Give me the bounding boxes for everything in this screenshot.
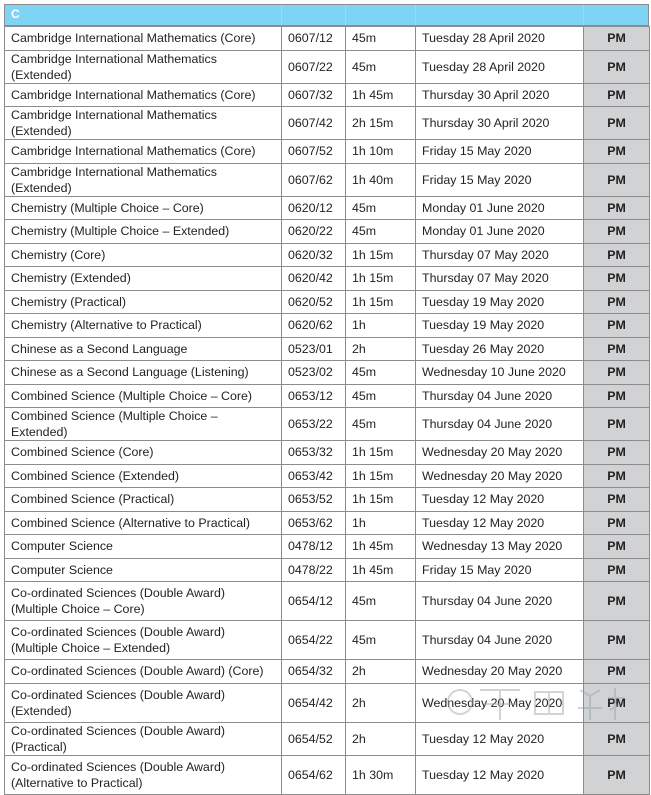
- subject-cell: Co-ordinated Sciences (Double Award) (Multiple Choice – Extended): [5, 621, 282, 660]
- session-cell: PM: [584, 755, 650, 794]
- table-row: [5, 107, 650, 140]
- code-cell: 0654/42: [282, 683, 346, 722]
- table-row: [5, 408, 650, 441]
- duration-cell: 1h 45m: [346, 558, 416, 582]
- duration-cell: 45m: [346, 384, 416, 408]
- subject-cell: Computer Science: [5, 558, 282, 582]
- duration-cell: 1h 40m: [346, 163, 416, 196]
- date-cell: Tuesday 12 May 2020: [416, 511, 584, 535]
- table-row: [5, 243, 650, 267]
- subject-cell: Co-ordinated Sciences (Double Award) (Practical): [5, 722, 282, 755]
- header-divider: [583, 5, 584, 25]
- session-cell: PM: [584, 660, 650, 684]
- session-cell: PM: [584, 27, 650, 51]
- date-cell: Thursday 04 June 2020: [416, 408, 584, 441]
- date-cell: Thursday 04 June 2020: [416, 384, 584, 408]
- code-cell: 0654/32: [282, 660, 346, 684]
- session-cell: PM: [584, 361, 650, 385]
- duration-cell: 1h 45m: [346, 535, 416, 559]
- code-cell: 0654/52: [282, 722, 346, 755]
- subject-cell: Co-ordinated Sciences (Double Award) (Multiple Choice – Core): [5, 582, 282, 621]
- date-cell: Tuesday 19 May 2020: [416, 290, 584, 314]
- duration-cell: 45m: [346, 50, 416, 83]
- duration-cell: 2h: [346, 683, 416, 722]
- session-cell: PM: [584, 558, 650, 582]
- table-row: [5, 464, 650, 488]
- duration-cell: 1h 30m: [346, 755, 416, 794]
- subject-cell: Cambridge International Mathematics (Core): [5, 27, 282, 51]
- session-cell: PM: [584, 220, 650, 244]
- subject-cell: Cambridge International Mathematics (Core): [5, 83, 282, 107]
- table-row: [5, 83, 650, 107]
- subject-cell: Co-ordinated Sciences (Double Award) (Core): [5, 660, 282, 684]
- duration-cell: 45m: [346, 408, 416, 441]
- exam-timetable: [4, 26, 650, 795]
- table-row: [5, 582, 650, 621]
- code-cell: 0653/52: [282, 488, 346, 512]
- duration-cell: 1h 15m: [346, 464, 416, 488]
- table-row: [5, 535, 650, 559]
- session-cell: PM: [584, 314, 650, 338]
- session-cell: PM: [584, 488, 650, 512]
- date-cell: Tuesday 26 May 2020: [416, 337, 584, 361]
- header-divider: [415, 5, 416, 25]
- session-cell: PM: [584, 722, 650, 755]
- table-row: [5, 384, 650, 408]
- code-cell: 0653/62: [282, 511, 346, 535]
- subject-cell: Cambridge International Mathematics (Extended): [5, 50, 282, 83]
- duration-cell: 2h: [346, 722, 416, 755]
- duration-cell: 45m: [346, 220, 416, 244]
- subject-cell: Combined Science (Practical): [5, 488, 282, 512]
- code-cell: 0654/12: [282, 582, 346, 621]
- duration-cell: 45m: [346, 621, 416, 660]
- table-row: [5, 220, 650, 244]
- date-cell: Tuesday 19 May 2020: [416, 314, 584, 338]
- table-row: [5, 683, 650, 722]
- duration-cell: 1h 15m: [346, 441, 416, 465]
- duration-cell: 1h: [346, 511, 416, 535]
- duration-cell: 45m: [346, 196, 416, 220]
- subject-cell: Chemistry (Multiple Choice – Core): [5, 196, 282, 220]
- duration-cell: 1h 45m: [346, 83, 416, 107]
- table-row: [5, 755, 650, 794]
- session-cell: PM: [584, 511, 650, 535]
- code-cell: 0607/12: [282, 27, 346, 51]
- subject-cell: Chinese as a Second Language: [5, 337, 282, 361]
- date-cell: Monday 01 June 2020: [416, 196, 584, 220]
- duration-cell: 1h 15m: [346, 290, 416, 314]
- session-cell: PM: [584, 290, 650, 314]
- date-cell: Monday 01 June 2020: [416, 220, 584, 244]
- date-cell: Wednesday 20 May 2020: [416, 441, 584, 465]
- subject-cell: Chinese as a Second Language (Listening): [5, 361, 282, 385]
- table-row: [5, 27, 650, 51]
- subject-cell: Combined Science (Multiple Choice – Core): [5, 384, 282, 408]
- duration-cell: 2h: [346, 337, 416, 361]
- table-row: [5, 290, 650, 314]
- duration-cell: 1h 15m: [346, 488, 416, 512]
- session-cell: PM: [584, 140, 650, 164]
- subject-cell: Chemistry (Alternative to Practical): [5, 314, 282, 338]
- session-cell: PM: [584, 107, 650, 140]
- subject-cell: Chemistry (Practical): [5, 290, 282, 314]
- table-row: [5, 660, 650, 684]
- code-cell: 0523/02: [282, 361, 346, 385]
- table-row: [5, 361, 650, 385]
- table-row: [5, 267, 650, 291]
- table-row: [5, 441, 650, 465]
- subject-cell: Cambridge International Mathematics (Extended): [5, 163, 282, 196]
- date-cell: Thursday 30 April 2020: [416, 107, 584, 140]
- session-cell: PM: [584, 267, 650, 291]
- table-row: [5, 488, 650, 512]
- date-cell: Tuesday 12 May 2020: [416, 488, 584, 512]
- subject-cell: Chemistry (Core): [5, 243, 282, 267]
- session-cell: PM: [584, 441, 650, 465]
- code-cell: 0607/42: [282, 107, 346, 140]
- session-cell: PM: [584, 621, 650, 660]
- session-cell: PM: [584, 464, 650, 488]
- header-divider: [281, 5, 282, 25]
- session-cell: PM: [584, 408, 650, 441]
- table-row: [5, 196, 650, 220]
- duration-cell: 1h: [346, 314, 416, 338]
- table-row: [5, 558, 650, 582]
- duration-cell: 45m: [346, 361, 416, 385]
- date-cell: Thursday 30 April 2020: [416, 83, 584, 107]
- table-row: [5, 511, 650, 535]
- code-cell: 0607/22: [282, 50, 346, 83]
- date-cell: Wednesday 13 May 2020: [416, 535, 584, 559]
- header-divider: [345, 5, 346, 25]
- session-cell: PM: [584, 243, 650, 267]
- duration-cell: 2h 15m: [346, 107, 416, 140]
- duration-cell: 1h 15m: [346, 267, 416, 291]
- subject-cell: Co-ordinated Sciences (Double Award) (Extended): [5, 683, 282, 722]
- session-cell: PM: [584, 535, 650, 559]
- session-cell: PM: [584, 683, 650, 722]
- subject-cell: Chemistry (Multiple Choice – Extended): [5, 220, 282, 244]
- code-cell: 0653/12: [282, 384, 346, 408]
- subject-cell: Co-ordinated Sciences (Double Award) (Alternative to Practical): [5, 755, 282, 794]
- date-cell: Wednesday 20 May 2020: [416, 683, 584, 722]
- subject-cell: Cambridge International Mathematics (Extended): [5, 107, 282, 140]
- subject-cell: Computer Science: [5, 535, 282, 559]
- session-cell: PM: [584, 337, 650, 361]
- table-row: [5, 140, 650, 164]
- duration-cell: 1h 15m: [346, 243, 416, 267]
- duration-cell: 1h 10m: [346, 140, 416, 164]
- subject-cell: Combined Science (Core): [5, 441, 282, 465]
- code-cell: 0607/52: [282, 140, 346, 164]
- code-cell: 0607/32: [282, 83, 346, 107]
- subject-cell: Combined Science (Multiple Choice – Extended): [5, 408, 282, 441]
- date-cell: Thursday 04 June 2020: [416, 582, 584, 621]
- session-cell: PM: [584, 83, 650, 107]
- section-letter: C: [11, 7, 20, 21]
- code-cell: 0653/32: [282, 441, 346, 465]
- table-row: [5, 337, 650, 361]
- date-cell: Tuesday 12 May 2020: [416, 755, 584, 794]
- code-cell: 0478/22: [282, 558, 346, 582]
- date-cell: Tuesday 12 May 2020: [416, 722, 584, 755]
- timetable-sheet: [4, 4, 649, 795]
- code-cell: 0654/22: [282, 621, 346, 660]
- date-cell: Wednesday 10 June 2020: [416, 361, 584, 385]
- code-cell: 0620/22: [282, 220, 346, 244]
- duration-cell: 2h: [346, 660, 416, 684]
- code-cell: 0523/01: [282, 337, 346, 361]
- date-cell: Wednesday 20 May 2020: [416, 464, 584, 488]
- date-cell: Tuesday 28 April 2020: [416, 27, 584, 51]
- subject-cell: Combined Science (Alternative to Practical): [5, 511, 282, 535]
- code-cell: 0653/42: [282, 464, 346, 488]
- session-cell: PM: [584, 384, 650, 408]
- subject-cell: Cambridge International Mathematics (Core): [5, 140, 282, 164]
- date-cell: Tuesday 28 April 2020: [416, 50, 584, 83]
- duration-cell: 45m: [346, 27, 416, 51]
- code-cell: 0620/52: [282, 290, 346, 314]
- code-cell: 0653/22: [282, 408, 346, 441]
- session-cell: PM: [584, 196, 650, 220]
- date-cell: Wednesday 20 May 2020: [416, 660, 584, 684]
- session-cell: PM: [584, 582, 650, 621]
- duration-cell: 45m: [346, 582, 416, 621]
- date-cell: Friday 15 May 2020: [416, 140, 584, 164]
- table-row: [5, 722, 650, 755]
- date-cell: Friday 15 May 2020: [416, 558, 584, 582]
- table-row: [5, 314, 650, 338]
- code-cell: 0620/12: [282, 196, 346, 220]
- session-cell: PM: [584, 163, 650, 196]
- date-cell: Thursday 04 June 2020: [416, 621, 584, 660]
- code-cell: 0654/62: [282, 755, 346, 794]
- session-cell: PM: [584, 50, 650, 83]
- code-cell: 0620/32: [282, 243, 346, 267]
- subject-cell: Chemistry (Extended): [5, 267, 282, 291]
- table-row: [5, 163, 650, 196]
- date-cell: Thursday 07 May 2020: [416, 243, 584, 267]
- code-cell: 0607/62: [282, 163, 346, 196]
- subject-cell: Combined Science (Extended): [5, 464, 282, 488]
- date-cell: Friday 15 May 2020: [416, 163, 584, 196]
- table-row: [5, 621, 650, 660]
- table-row: [5, 50, 650, 83]
- section-header: [4, 5, 649, 26]
- code-cell: 0620/42: [282, 267, 346, 291]
- code-cell: 0478/12: [282, 535, 346, 559]
- code-cell: 0620/62: [282, 314, 346, 338]
- date-cell: Thursday 07 May 2020: [416, 267, 584, 291]
